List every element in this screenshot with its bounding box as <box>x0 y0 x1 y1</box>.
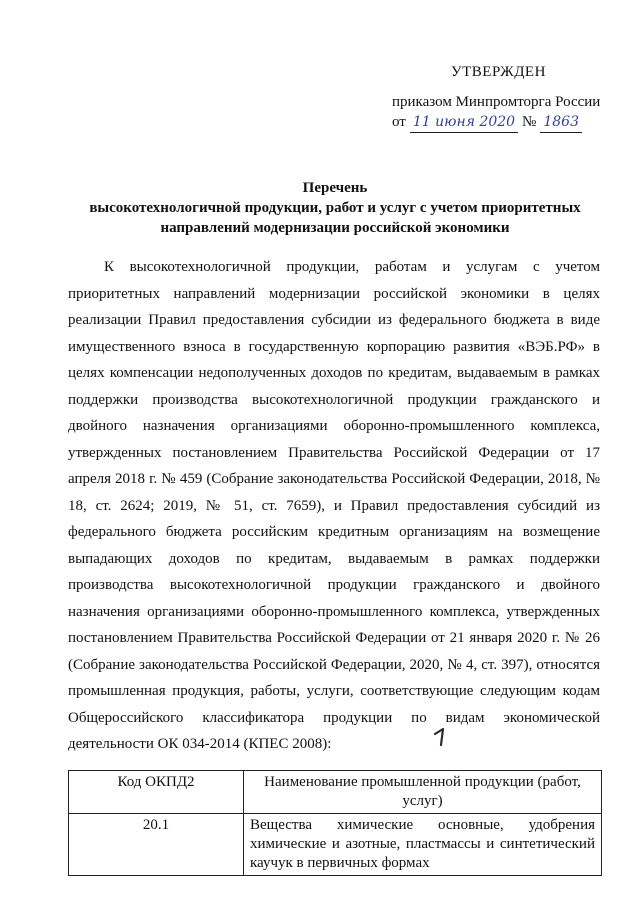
approval-order-line <box>392 112 612 133</box>
column-header-name: Наименование промышленной продукции (работ, услуг) <box>244 771 602 814</box>
table-header-row <box>69 771 602 814</box>
document-title-line-3: направлений модернизации российской экономики <box>160 220 510 236</box>
approval-order-by: приказом Минпромторга России <box>392 94 601 110</box>
table-cell-name: Вещества химические основные, удобрения химические и азотные, пластмассы и синтетический каучук в первичных формах <box>244 814 602 876</box>
approval-number-handwritten: 1863 <box>540 112 582 133</box>
approval-date-handwritten: 11 июня 2020 <box>410 112 518 133</box>
document-title-line-1: Перечень <box>302 180 368 196</box>
table-row <box>69 814 602 876</box>
approval-heading: УТВЕРЖДЕН <box>451 64 546 80</box>
approval-number-label: № <box>522 114 537 130</box>
body-paragraph: К высокотехнологичной продукции, работам и услугам с учетом приоритетных направлений модернизации российской экономики в целях реализации Правил предоставления субсидии из федерального бюджета в виде имущественного взноса в государственную корпорацию развития «ВЭБ.РФ» в целях компенсации недополученных доходов по кредитам, выдаваемым в рамках поддержки производства высокотехнологичной продукции гражданского и двойного назначения организациями оборонно-промышленного комплекса, утвержденных постановлением Правительства Российской Федерации от 17 апреля 2018 г. № 459 (Собрание законодательства Российской Федерации, 2018, № 18, ст. 2624; 2019, № 51, ст. 7659), и Правил предоставления субсидий из федерального бюджета российским кредитным организациям на возмещение выпадающих доходов по кредитам, выдаваемым в рамках поддержки производства высокотехнологичной продукции гражданского и двойного назначения организациями оборонно-промышленного комплекса, утвержденных постановлением Правительства Российской Федерации от 21 января 2020 г. № 26 (Собрание законодательства Российской Федерации, 2020, № 4, ст. 397), относятся промышленная продукция, работы, услуги, соответствующие следующим кодам Общероссийского классификатора продукции по видам экономической деятельности ОК 034-2014 (КПЕС 2008): <box>68 259 600 752</box>
approval-block <box>392 62 612 133</box>
table-cell-code: 20.1 <box>69 814 244 876</box>
okpd2-table <box>68 770 602 876</box>
approval-from-label: от <box>392 114 406 130</box>
column-header-code: Код ОКПД2 <box>69 771 244 814</box>
handwritten-mark-icon <box>432 727 448 747</box>
document-title <box>40 178 630 238</box>
document-title-line-2: высокотехнологичной продукции, работ и услуг с учетом приоритетных <box>89 200 581 216</box>
